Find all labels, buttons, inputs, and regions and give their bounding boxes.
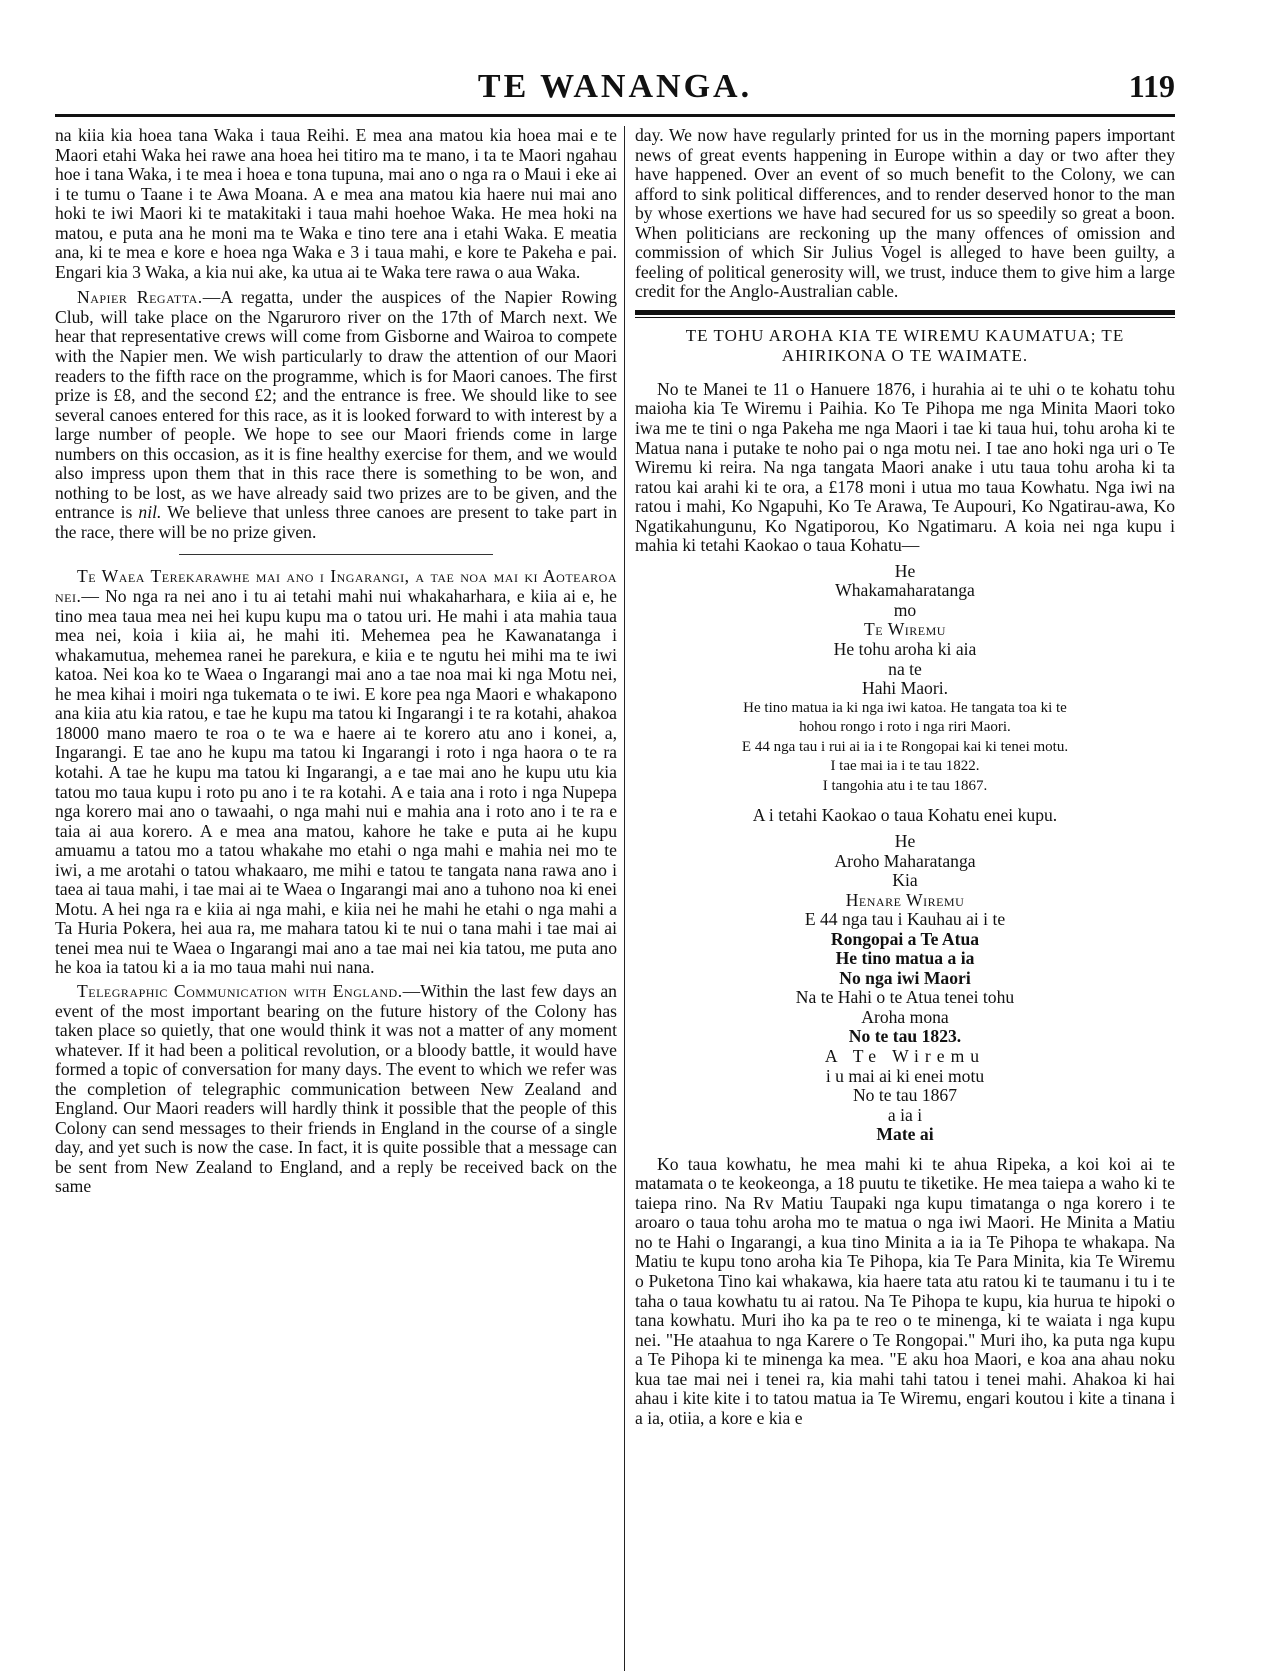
right-column <box>635 126 1175 1671</box>
heavy-divider <box>635 310 1175 318</box>
telegraph-article <box>55 982 617 1197</box>
napier-regatta-closing: We believe that unless three canoes are present to take part in the race, there will be no prize given. <box>55 502 617 542</box>
inscription-henare <box>635 832 1175 1145</box>
napier-regatta-article <box>55 288 617 542</box>
inscription-line: No nga iwi Maori <box>839 967 971 988</box>
masthead <box>55 62 1175 110</box>
napier-regatta-nil: nil. <box>138 502 162 523</box>
telegraph-heading: Telegraphic Communication with England. <box>77 980 403 1001</box>
inscription-line: E 44 nga tau i Kauhau ai i te <box>804 909 1006 930</box>
inscription-line: No te tau 1867 <box>852 1085 958 1106</box>
inscription-line: Whakamaharatanga <box>835 580 975 601</box>
inscription-line: Na te Hahi o te Atua tenei tohu <box>795 987 1015 1008</box>
inscription-line: i u mai ai ki enei motu <box>825 1065 985 1086</box>
napier-regatta-body: —A regatta, under the auspices of the Napier Rowing Club, will take place on the Ngaruroro river on the 17th of March next. We hear that representative crews will come from Gisborne and Wairoa to compete with the Napier men. We wish particularly to draw the attention of our Maori readers to the fifth race on the programme, which is for Maori canoes. The first prize is £8, and the second £2; and the entrance is free. We should like to see several canoes entered for this race, as it is looked forward to with interest by a large number of people. We hope to see our Maori friends come in large numbers on this occasion, as it is fine healthy exercise for them, and we would also impress upon them that in this race there is something to be won, and nothing to be lost, as we have already said two prizes are to be given, and the entrance is <box>55 287 617 523</box>
memorial-intro: No te Manei te 11 o Hanuere 1876, i hurahia ai te uhi o te kohatu tohu maioha kia Te Wiremu i Paihia. Ko Te Pihopa me nga Minita Maori toko iwa me te tini o nga Pakeha me nga Maori i tae ki taua hui, tohu aroha ki te Matua nana i putake te noho pai o nga motu nei. I tae ano hoki nga uri o Te Wiremu ki reira. Na nga tangata Maori anake i utu taua tohu aroha ki ta ratou kai arahi ki te ora, a £178 moni i utua mo taua Kowhatu. Nga iwi na ratou i mahi, Ko Ngapuhi, Ko Te Arawa, Te Aupouri, Ko Ngatirau-awa, Ko Ngatikahungunu, Ko Ngatiporou, Ko Ngatimaru. A koia nei nga kupu i mahia ki tetahi Kaokao o taua Kohatu— <box>635 378 1175 556</box>
inscription-line: He <box>894 830 916 851</box>
inscription-line: Mate ai <box>876 1124 934 1145</box>
memorial-headline: TE TOHU AROHA KIA TE WIREMU KAUMATUA; TE AHIRIKONA O TE WAIMATE. <box>685 325 1125 365</box>
inscription-line: He tino matua a ia <box>835 948 975 969</box>
inscription-line: No te tau 1823. <box>848 1026 962 1047</box>
waea-body: — No nga ra nei ano i tu ai tetahi mahi nui whakaharhara, e kiia ai e, he tino mea taua mea nei hei kupu kupu ma o tatou uri. He mahi i ata mahia taua mea nei, koia i kiia ai, he mahi iti. Mehemea pea he Kawanatanga i whakamutua, mehemea ranei he parekura, e kiia e te ngutu hei mihi ma te iwi katoa. Nei koa ko te Waea o Ingarangi mai ano a tae noa mai ki nga Motu nei, he mea kihai i moiri nga tukemata o te iwi. E kore pea nga Maori e whakapono ana kiia atu kia ratou, e tae he kupu ma tatou ki Ingarangi i te ra kotahi, ahakoa 18000 mano maero te roa o te wa e haere ai te korero atu ano i konei, a, Ingarangi. E tae ano he kupu ma tatou ki Ingarangi i roto i nga haora o te ra kotahi. A tae he kupu ma tatou ki Ingarangi, a e tae mai ano he kupu utu kia tatou mo taua kupu i roto pu ano i te ra kotahi. A e taia ana i roto i nga Nupepa nga korero mai ano o tawaahi, o nga mahi nui e mahia ana i roto ano i te ra e taia ai aua korero. A e mea ana matou, kahore he take e puta ai he kupu amuamu a tatou mo a tatou whakahe mo etahi o nga mahi e mahia nei mo te iwi, a me arotahi o tatou whakaaro, me mihi e tatou te tangata nana rawa ano i taea ai taua mahi, i tae mai ai te Waea o Ingarangi mai ano a tuhono noa ki enei Motu. A hei nga ra e kiia ai nga mahi, e kiia nei he mahi he etahi o nga mahi a Ta Huria Pokera, hei aua ra, me mahara tatou ki te nui o tana mahi i tae mai ai tenei mea nui te Waea o Ingarangi mai ano a tae mai nei kia tatou, me puta ano he koa ia tatou ki a ia mo taua mahi nui nana. <box>55 586 617 978</box>
inscription-line: He tohu aroha ki aia <box>833 639 977 660</box>
waea-heading: Te Waea Terekarawhe mai ano i Ingarangi, a tae noa mai ki Aotearoa nei. <box>55 566 617 607</box>
inscription-line: Kia <box>892 870 918 891</box>
telegraph-body: —Within the last few days an event of the most important bearing on the future history of the Colony has taken place so quietly, that one would think it was not a matter of any moment whatever. If it had been a political revolution, or a bloody battle, it would have formed a topic of conversation for many days. The event to which we refer was the completion of telegraphic communication between New Zealand and England. Our Maori readers will hardly think it possible that the people of this Colony can send messages to their friends in England in the course of a single day, and yet such is now the case. In fact, it is quite possible that a message can be sent from New Zealand to England, and a reply be received back on the same <box>55 980 617 1197</box>
inscription-wiremu <box>635 562 1175 797</box>
inscription-line: Te Wiremu <box>864 619 946 640</box>
inscription-line: na te <box>888 658 922 679</box>
inscription-line: mo <box>893 599 917 620</box>
column-rule <box>624 126 625 1671</box>
masthead-title: TE WANANGA. <box>477 68 753 105</box>
waka-race-paragraph: na kiia kia hoea tana Waka i taua Reihi. E mea ana matou kia hoea mai e te Maori etahi Waka hei rawe ana hoea hei titiro ma te mano, i ta te Maori ngahau hoe i tana Waka, i te mea i hoea e tona tupuna, mai ano o nga ra o Maui i eke ai i te tumu o Taane i te Awa Moana. A e mea ana matou kia haere nui mai ano hoki te iwi Maori ki te matakitaki i taua mahi hoehoe Waka. He mea hoki na matou, e puta ana he moni ma te Waka e tino tere ana i etahi Waka. E meatia ana, ki te mea e kore e hoea nga Waka e 3 i taua mahi, e kore te Pakeha e pai. Engari kia 3 Waka, a kia nui ake, ka utua ai te Waka tere rawa o aua Waka. <box>55 126 617 282</box>
inscription-side-intro: A i tetahi Kaokao o taua Kohatu enei kupu. <box>752 805 1058 826</box>
inscription-line: hohou rongo i roto i nga riri Maori. <box>799 719 1011 736</box>
memorial-closing: Ko taua kowhatu, he mea mahi ki te ahua Ripeka, a koi koi ai te matamata o te keokeonga, a 18 puutu te tiketike. He mea taiepa a waho ki te taiepa rino. Na Rv Matiu Taupaki nga kupu timatanga o nga korero i te aroaro o taua tohu aroha mo te matua o nga iwi Maori. He Minita a Matiu no te Hahi o Ingarangi, a kua tino Minita a ia ia Te Pihopa te whakapa. Na Matiu te kupu tono aroha kia Te Pihopa, kia Te Para Minita, kia Te Wiremu o Puketona Tino kai whakawa, kia haere tata atu ratou ki te taumanu i tu i te taha o taua kowhatu tu ai ratou. Na Te Pihopa te kupu, kia hurua te hipoki o tana kowhatu. Muri iho ka pa te reo o te minenga, ki te waiata i nga kupu nei. "He ataahua to nga Karere o Te Rongopai." Muri iho, ka puta nga kupu a Te Pihopa ki te minenga ka mea. "E aku hoa Maori, e koa ana ahau noku kua tae mai nei i tenei ra, kia mahi tahi tatou i tenei mahi. Ahakoa ki hai ahau i kite kite i to tatou matua ia Te Wiremu, engari koutou i kite a tinana i a ia, otiia, a kore e kia e <box>635 1153 1175 1428</box>
napier-regatta-heading: Napier Regatta. <box>77 287 203 308</box>
inscription-line: a ia i <box>887 1104 923 1125</box>
telegraph-continuation: day. We now have regularly printed for us in the morning papers important news of great events happening in Europe within a day or two after they have happened. Over an event of so much benefit to the Colony, we can afford to sink political differences, and to render deserved honor to the man by whose exertions we have had secured for us so speedily so great a boon. When politicians are reckoning up the many offences of omission and commission of which Sir Julius Vogel is alleged to have been guilty, a feeling of political generosity will, we trust, induce them to give him a large credit for the Anglo-Australian cable. <box>635 126 1175 302</box>
inscription-line: Aroha mona <box>861 1006 949 1027</box>
inscription-line: Aroho Maharatanga <box>834 850 976 871</box>
inscription-line: E 44 nga tau i rui ai ia i te Rongopai kai ki tenei motu. <box>741 738 1069 755</box>
inscription-line: Hahi Maori. <box>862 678 948 699</box>
inscription-line: He <box>894 560 916 581</box>
inscription-line: He tino matua ia ki nga iwi katoa. He tangata toa ki te <box>743 699 1067 716</box>
inscription-line: Henare Wiremu <box>845 889 965 910</box>
inscription-line: A Te Wiremu <box>824 1045 986 1066</box>
page-number: 119 <box>1128 68 1175 104</box>
inscription-line: Rongopai a Te Atua <box>830 928 980 949</box>
section-divider <box>179 554 494 555</box>
masthead-rule <box>55 114 1175 117</box>
waea-article <box>55 567 617 977</box>
left-column <box>55 126 617 1671</box>
inscription-line: I tae mai ia i te tau 1822. <box>830 758 980 775</box>
inscription-line: I tangohia atu i te tau 1867. <box>822 777 988 794</box>
